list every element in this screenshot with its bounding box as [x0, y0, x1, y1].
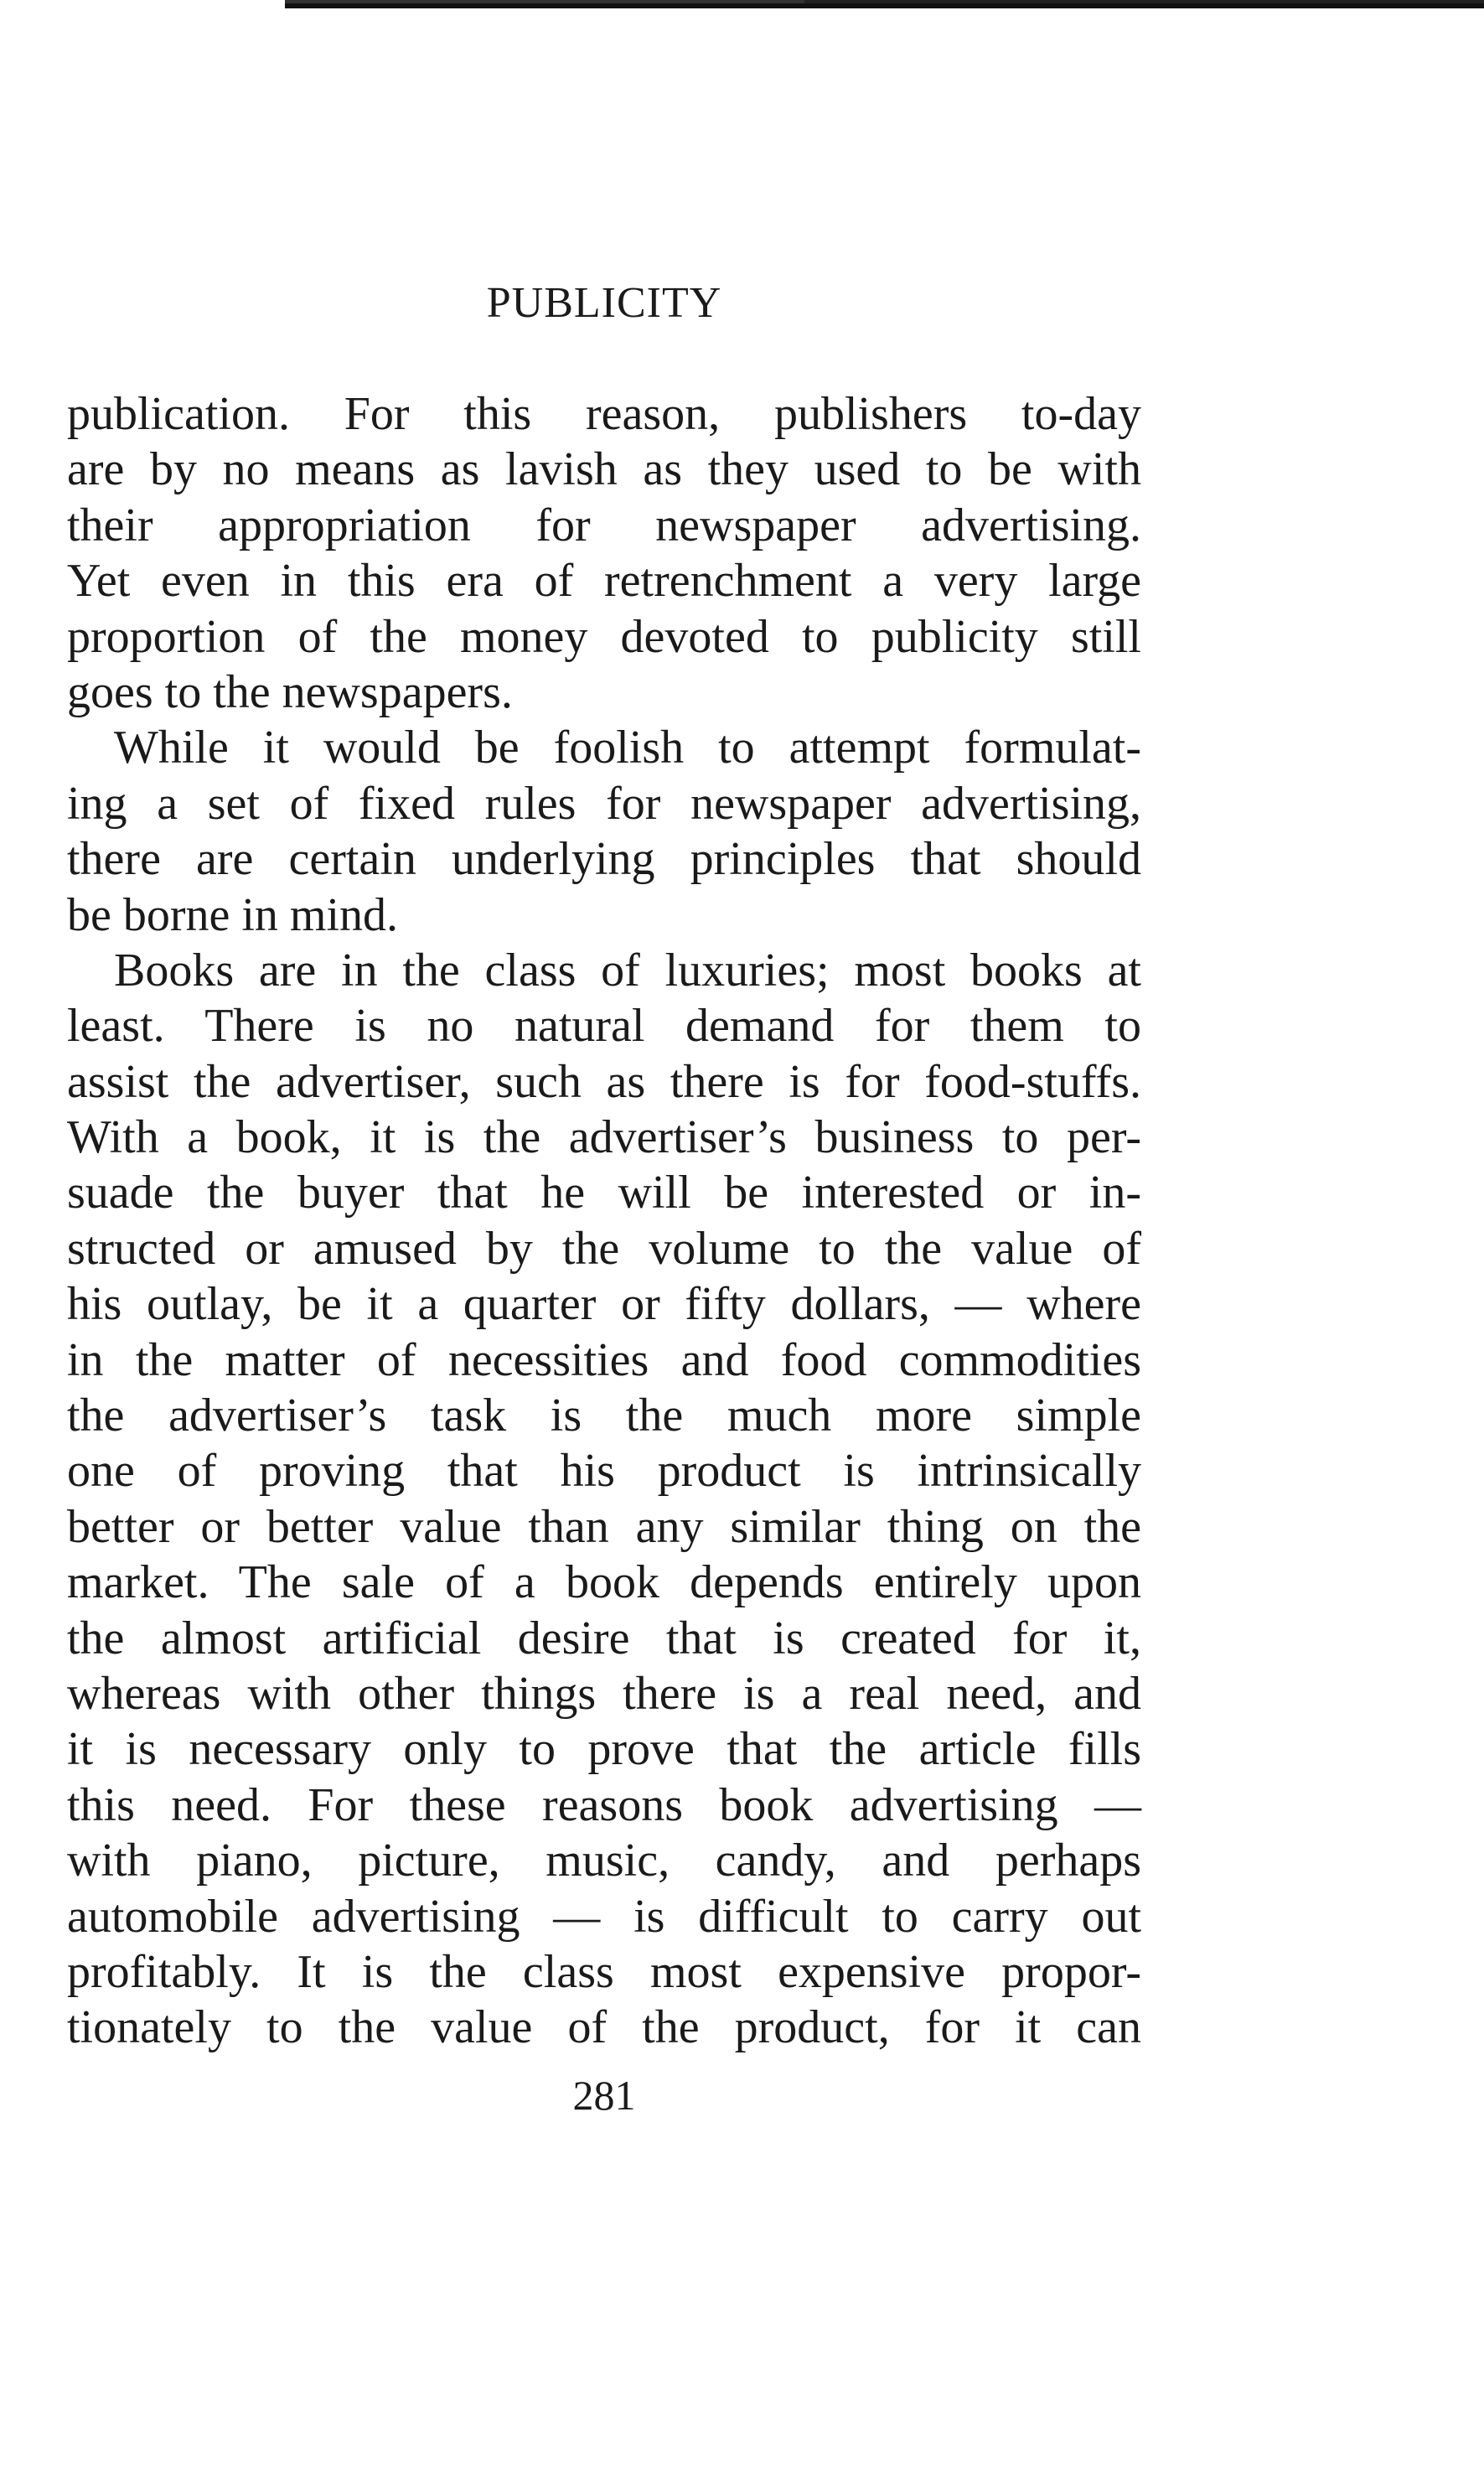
paragraph-1: [67, 386, 1141, 720]
text-line: ing a set of fixed rules for newspaper advertising,: [67, 777, 1141, 830]
top-edge-rule: [285, 0, 1484, 12]
text-line: be borne in mind.: [67, 888, 399, 941]
paragraph-2: [67, 720, 1141, 943]
text-line: tionately to the value of the product, for it can: [67, 2001, 1141, 2054]
text-line: least. There is no natural demand for them to: [67, 1000, 1141, 1053]
text-line: the advertiser’s task is the much more simple: [67, 1390, 1141, 1442]
text-line: proportion of the money devoted to publicity still: [67, 610, 1141, 663]
text-line: While it would be foolish to attempt formulat-: [114, 722, 1141, 774]
text-line: goes to the newspapers.: [67, 665, 513, 718]
text-line: are by no means as lavish as they used to be with: [67, 443, 1141, 496]
text-line: market. The sale of a book depends entirely upon: [67, 1556, 1141, 1609]
paragraph-3: [67, 943, 1141, 2056]
text-line: Books are in the class of luxuries; most books at: [114, 944, 1141, 996]
text-line: With a book, it is the advertiser’s business to per-: [67, 1111, 1141, 1164]
text-line: this need. For these reasons book advertising —: [67, 1778, 1141, 1831]
text-line: one of proving that his product is intrinsically: [67, 1445, 1141, 1498]
text-line: the almost artificial desire that is created for it,: [67, 1612, 1141, 1664]
text-line: assist the advertiser, such as there is for food-stuffs.: [67, 1055, 1141, 1108]
text-line: his outlay, be it a quarter or fifty dollars, — where: [67, 1278, 1141, 1331]
text-line: publication. For this reason, publishers to-day: [67, 388, 1141, 440]
text-line: with piano, picture, music, candy, and perhaps: [67, 1835, 1141, 1887]
book-page: [67, 251, 1141, 2119]
text-line: their appropriation for newspaper advertising.: [67, 499, 1141, 551]
text-line: better or better value than any similar thing on the: [67, 1500, 1141, 1553]
text-line: in the matter of necessities and food commodities: [67, 1333, 1141, 1386]
text-line: there are certain underlying principles that should: [67, 833, 1141, 886]
text-line: suade the buyer that he will be interested or in-: [67, 1167, 1141, 1219]
running-head: PUBLICITY: [486, 279, 722, 327]
text-line: automobile advertising — is difficult to carry out: [67, 1890, 1141, 1943]
text-line: structed or amused by the volume to the value of: [67, 1222, 1141, 1275]
text-line: it is necessary only to prove that the article fills: [67, 1723, 1141, 1776]
text-line: profitably. It is the class most expensive propor-: [67, 1945, 1141, 1998]
text-line: Yet even in this era of retrenchment a very large: [67, 555, 1141, 608]
text-line: whereas with other things there is a real need, and: [67, 1667, 1141, 1720]
page-number: 281: [572, 2071, 636, 2119]
